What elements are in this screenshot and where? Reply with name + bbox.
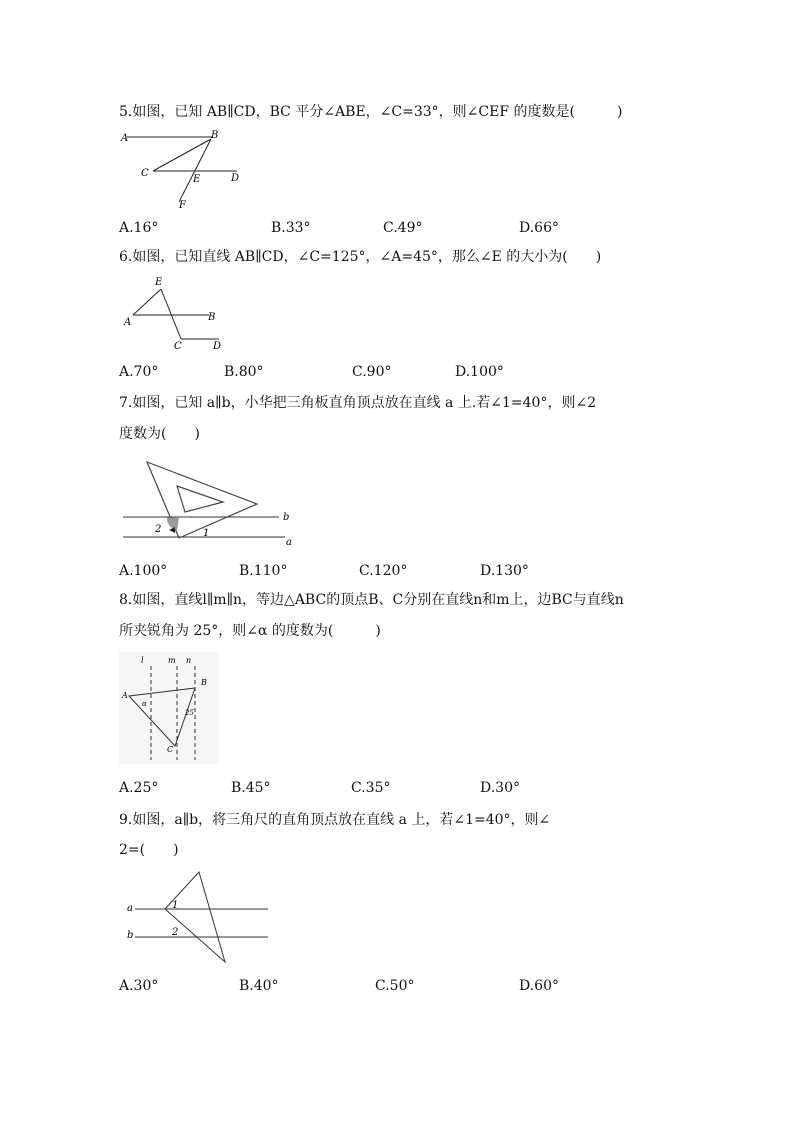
q5-label-d: D — [231, 173, 240, 184]
q5-option-c[interactable]: C.49° — [383, 220, 423, 236]
q6-label-a: A — [124, 317, 132, 328]
q5-label-b: B — [211, 130, 219, 141]
q6-segment-ec — [161, 289, 181, 339]
q6-label-d: D — [213, 341, 222, 352]
q5-label-c: C — [141, 168, 149, 179]
q6-stem: 6.如图，已知直线 AB∥CD，∠C=125°，∠A=45°，那么∠E 的大小为( ) — [119, 249, 602, 265]
q5-option-a[interactable]: A.16° — [119, 220, 159, 236]
q5-figure — [119, 128, 259, 210]
q8-label-25: 25 — [185, 709, 194, 717]
q6-option-c[interactable]: C.90° — [352, 364, 392, 380]
q5-label-e: E — [193, 174, 201, 185]
q7-figure — [119, 456, 309, 551]
q9-option-b[interactable]: B.40° — [239, 978, 279, 994]
q9-figure — [119, 866, 269, 966]
q9-stem-line1: 9.如图，a∥b，将三角尺的直角顶点放在直线 a 上，若∠1=40°，则∠ — [119, 812, 551, 828]
q7-option-a[interactable]: A.100° — [119, 563, 168, 579]
q7-option-d[interactable]: D.130° — [480, 563, 529, 579]
q5-option-b[interactable]: B.33° — [271, 220, 311, 236]
q7-label-angle2: 2 — [155, 524, 162, 535]
q8-option-a[interactable]: A.25° — [119, 780, 159, 796]
q6-label-c: C — [174, 341, 182, 352]
q9-label-b: b — [127, 930, 134, 941]
q9-label-a: a — [127, 903, 133, 914]
q5-stem: 5.如图，已知 AB∥CD，BC 平分∠ABE，∠C=33°，则∠CEF 的度数是( ) — [119, 104, 623, 120]
q9-stem-line2: 2=( ) — [119, 842, 179, 858]
q8-option-c[interactable]: C.35° — [351, 780, 391, 796]
q5-label-a: A — [121, 133, 129, 144]
q6-option-d[interactable]: D.100° — [455, 364, 504, 380]
q9-triangle-ruler — [165, 872, 225, 962]
q9-label-angle1: 1 — [172, 900, 179, 911]
q8-option-d[interactable]: D.30° — [480, 780, 520, 796]
q8-label-m: m — [168, 656, 176, 665]
q6-figure — [119, 273, 239, 355]
q9-option-a[interactable]: A.30° — [119, 978, 159, 994]
q6-option-a[interactable]: A.70° — [119, 364, 159, 380]
q8-label-n: n — [186, 656, 192, 665]
q7-stem-line2: 度数为( ) — [119, 426, 200, 442]
q8-label-alpha: α — [142, 700, 147, 708]
q8-option-b[interactable]: B.45° — [231, 780, 271, 796]
q8-label-l: l — [141, 656, 144, 665]
q8-figure — [119, 652, 219, 764]
q8-label-b: B — [201, 678, 207, 687]
q6-label-e: E — [155, 277, 163, 288]
q6-segment-ae — [133, 289, 161, 315]
q5-label-f: F — [179, 200, 186, 210]
q7-option-b[interactable]: B.110° — [239, 563, 288, 579]
q6-label-b: B — [208, 312, 216, 323]
q8-stem-line1: 8.如图，直线l∥m∥n，等边△ABC的顶点B、C分别在直线n和m上，边BC与直线n — [119, 592, 624, 608]
q7-label-b: b — [283, 512, 290, 523]
q7-label-a: a — [286, 537, 292, 548]
q7-label-angle1: 1 — [203, 528, 210, 539]
q8-label-a: A — [122, 691, 128, 700]
q5-option-d[interactable]: D.66° — [519, 220, 559, 236]
q9-option-d[interactable]: D.60° — [519, 978, 559, 994]
q9-option-c[interactable]: C.50° — [375, 978, 415, 994]
q7-option-c[interactable]: C.120° — [359, 563, 408, 579]
q8-stem-line2: 所夹锐角为 25°，则∠α 的度数为( ) — [119, 623, 381, 639]
q9-label-angle2: 2 — [172, 927, 179, 938]
q7-stem-line1: 7.如图，已知 a∥b，小华把三角板直角顶点放在直线 a 上.若∠1=40°，则∠2 — [119, 395, 597, 411]
q5-segment-bc — [153, 139, 211, 171]
q6-option-b[interactable]: B.80° — [224, 364, 264, 380]
q8-label-c: C — [167, 745, 174, 754]
